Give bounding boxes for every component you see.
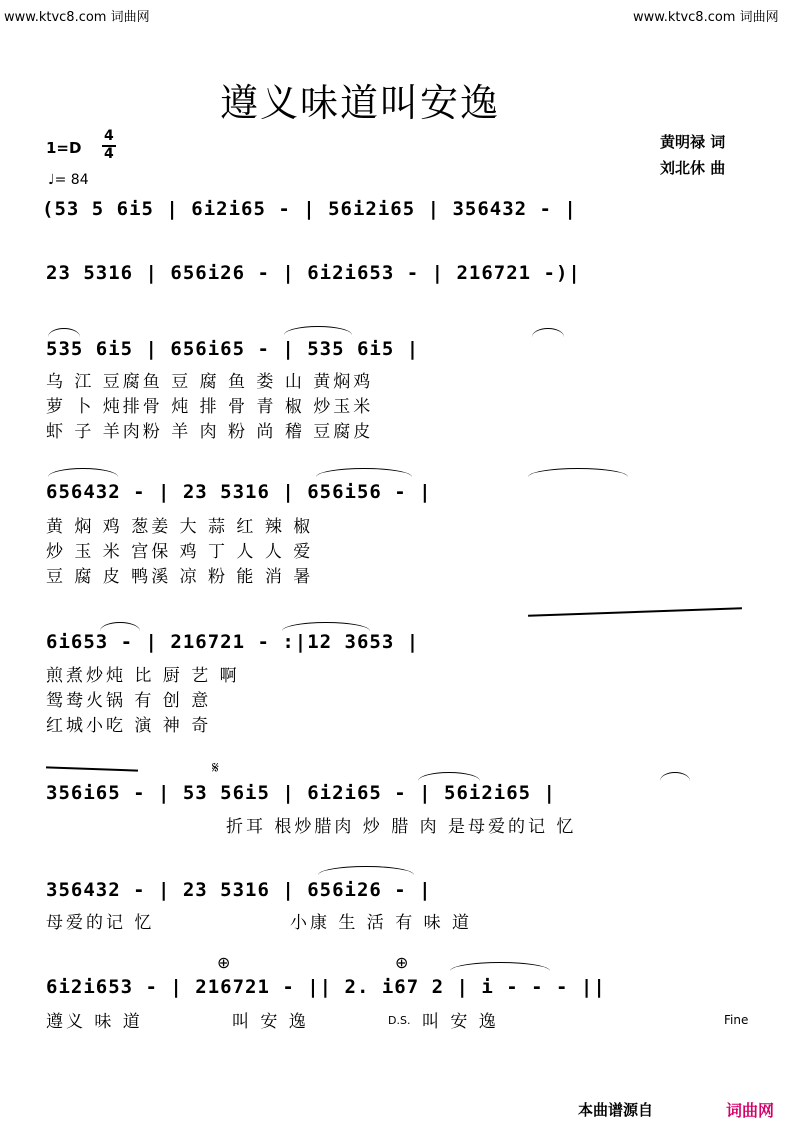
lyric-line: 黄 焖 鸡 葱姜 大 蒜 红 辣 椒 (46, 517, 314, 537)
lyric-line: 乌 江 豆腐鱼 豆 腐 鱼 娄 山 黄焖鸡 (46, 372, 374, 392)
slur-mark (48, 468, 118, 477)
slur-mark (418, 772, 480, 781)
lyric-line: 小康 生 活 有 味 道 (290, 913, 473, 933)
slur-mark (450, 962, 550, 971)
lyric-line: 豆 腐 皮 鸭溪 凉 粉 能 消 暑 (46, 567, 314, 587)
score-line-5: 6i653 - | 216721 - :|12 3653 | (46, 631, 420, 653)
score-line-3: 535 6i5 | 656i65 - | 535 6i5 | (46, 338, 420, 360)
slur-mark (660, 772, 690, 781)
slur-mark (528, 468, 628, 477)
score-line-8: 6i2i653 - | 216721 - || 2. i67 2 | i - - - || (46, 976, 606, 998)
score-line-4: 656432 - | 23 5316 | 656i56 - | (46, 481, 432, 503)
lyric-line: 虾 子 羊肉粉 羊 肉 粉 尚 稽 豆腐皮 (46, 422, 374, 442)
phrase-line (528, 607, 742, 616)
lyric-line: 折耳 根炒腊肉 炒 腊 肉 是母爱的记 忆 (226, 817, 577, 837)
slur-mark (532, 328, 564, 337)
page-title: 遵义味道叫安逸 (220, 81, 501, 125)
time-signature-top: 4 (104, 128, 114, 144)
score-line-1: (53 5 6i5 | 6i2i65 - | 56i2i65 | 356432 - | (42, 198, 577, 220)
ds-marking: D.S. (388, 1014, 411, 1027)
score-line-7: 356432 - | 23 5316 | 656i26 - | (46, 879, 432, 901)
segno-icon: 𝄋 (212, 758, 219, 777)
composer-credit: 刘北休 曲 (660, 159, 726, 177)
slur-mark (100, 622, 140, 631)
tempo-marking (48, 172, 89, 188)
coda-icon: ⊕ (395, 953, 409, 972)
slur-mark (282, 622, 370, 631)
lyric-line: 煎煮炒炖 比 厨 艺 啊 (46, 666, 240, 686)
tempo-value: = 84 (54, 172, 89, 188)
slur-mark (318, 866, 414, 875)
score-line-6: 356i65 - | 53 56i5 | 6i2i65 - | 56i2i65 | (46, 782, 556, 804)
score-line-2: 23 5316 | 656i26 - | 6i2i653 - | 216721 -)| (46, 262, 581, 284)
slur-mark (316, 468, 412, 477)
lyric-line: 叫 安 逸 (232, 1012, 309, 1032)
source-label: 本曲谱源自 (578, 1101, 654, 1119)
lyric-line: 遵义 味 道 (46, 1012, 143, 1032)
coda-icon: ⊕ (217, 953, 231, 972)
lyric-line: 红城小吃 演 神 奇 (46, 716, 212, 736)
slur-mark (284, 326, 352, 335)
site-watermark-left: www.ktvc8.com 词曲网 (4, 10, 150, 25)
key-signature: 1=D (46, 139, 82, 157)
slur-mark (48, 328, 80, 337)
lyricist-credit: 黄明禄 词 (660, 133, 726, 151)
site-watermark-right: www.ktvc8.com 词曲网 (633, 10, 779, 25)
lyric-line: 萝 卜 炖排骨 炖 排 骨 青 椒 炒玉米 (46, 397, 374, 417)
quarter-note-icon: ♩ (48, 172, 55, 188)
phrase-line (46, 766, 138, 771)
lyric-line: 炒 玉 米 宫保 鸡 丁 人 人 爱 (46, 542, 314, 562)
brand-logo: 词曲网 (726, 1101, 775, 1120)
lyric-line: 叫 安 逸 (422, 1012, 499, 1032)
lyric-line: 鸳鸯火锅 有 创 意 (46, 691, 212, 711)
lyric-line: 母爱的记 忆 (46, 913, 155, 933)
fine-marking: Fine (724, 1013, 749, 1027)
time-signature-bottom: 4 (104, 146, 114, 162)
